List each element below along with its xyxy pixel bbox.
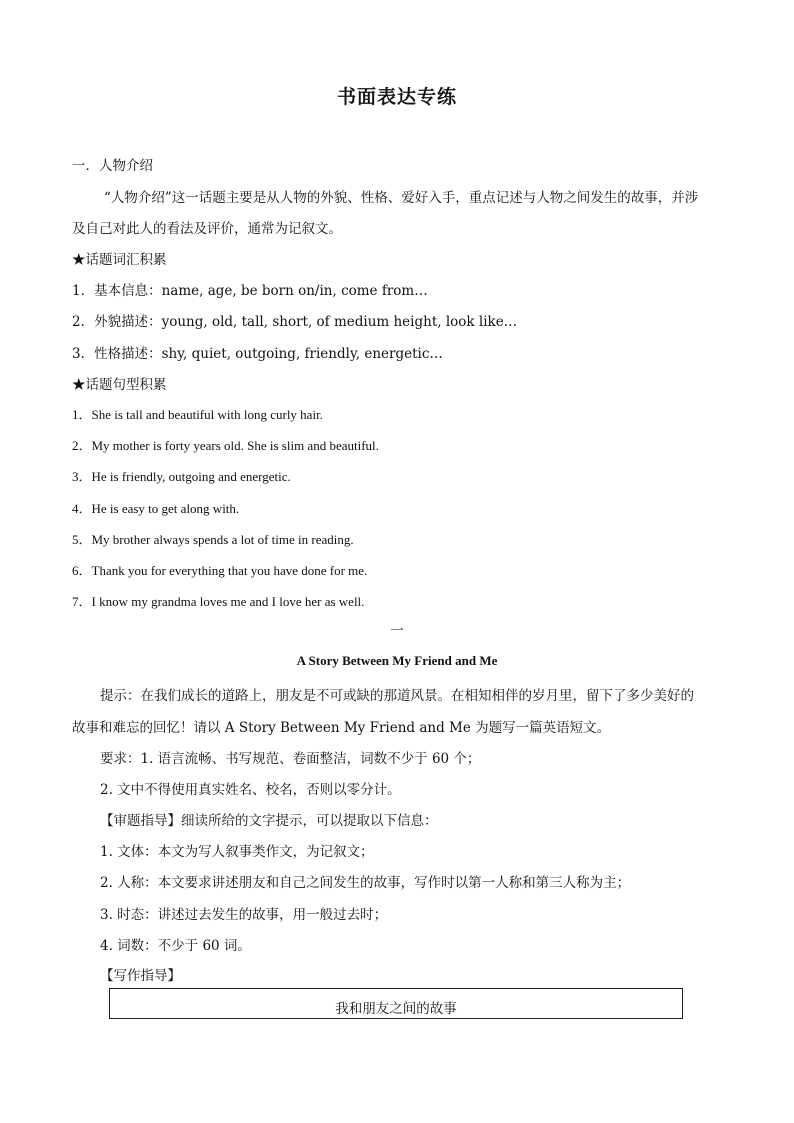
guide-item: 3. 时态：讲述过去发生的故事，用一般过去时； [100,907,388,923]
guide-item: 4. 词数：不少于 60 词。 [100,938,251,954]
guide-item: 1. 文体：本文为写人叙事类作文，为记叙文； [100,844,374,860]
requirement-1: 要求：1. 语言流畅、书写规范、卷面整洁，词数不少于 60 个； [100,751,481,767]
requirement-2: 2. 文中不得使用真实姓名、校名，否则以零分计。 [100,782,401,798]
sentence-item: 1．She is tall and beautiful with long curly hair. [72,407,323,422]
vocab-item: 2．外貌描述：young, old, tall, short, of medium height, look like… [72,314,518,330]
prompt-line-2: 故事和难忘的回忆！请以 A Story Between My Friend and Me 为题写一篇英语短文。 [72,720,611,736]
sentence-item: 5．My brother always spends a lot of time in reading. [72,532,354,547]
vocab-heading: ★话题词汇积累 [72,252,167,268]
topic-box-text: 我和朋友之间的故事 [335,1001,457,1017]
prompt-line-1: 提示：在我们成长的道路上，朋友是不可或缺的那道风景。在相知相伴的岁月里，留下了多少美好的 [100,688,694,704]
sentence-item: 6．Thank you for everything that you have done for me. [72,563,368,578]
intro-paragraph-line-1: “人物介绍”这一话题主要是从人物的外貌、性格、爱好入手，重点记述与人物之间发生的故事，并涉 [104,190,699,206]
task-title: A Story Between My Friend and Me [296,653,498,668]
task-number: 一 [390,623,404,639]
intro-paragraph-line-2: 及自己对此人的看法及评价，通常为记叙文。 [72,221,342,237]
sentence-item: 2．My mother is forty years old. She is slim and beautiful. [72,438,379,453]
vocab-item: 3．性格描述：shy, quiet, outgoing, friendly, energetic… [72,346,443,362]
sentence-item: 7．I know my grandma loves me and I love her as well. [72,594,365,609]
sentence-heading: ★话题句型积累 [72,377,167,393]
page-title: 书面表达专练 [336,86,457,108]
guide-heading: 【审题指导】细读所给的文字提示，可以提取以下信息： [100,813,438,829]
writing-guide-heading: 【写作指导】 [100,968,181,984]
topic-box [109,988,683,1019]
sentence-item: 3．He is friendly, outgoing and energetic. [72,469,291,484]
sentence-item: 4．He is easy to get along with. [72,501,240,516]
vocab-item: 1．基本信息：name, age, be born on/in, come from… [72,283,428,299]
section-heading: 一．人物介绍 [72,158,153,174]
guide-item: 2. 人称：本文要求讲述朋友和自己之间发生的故事，写作时以第一人称和第三人称为主； [100,875,631,891]
